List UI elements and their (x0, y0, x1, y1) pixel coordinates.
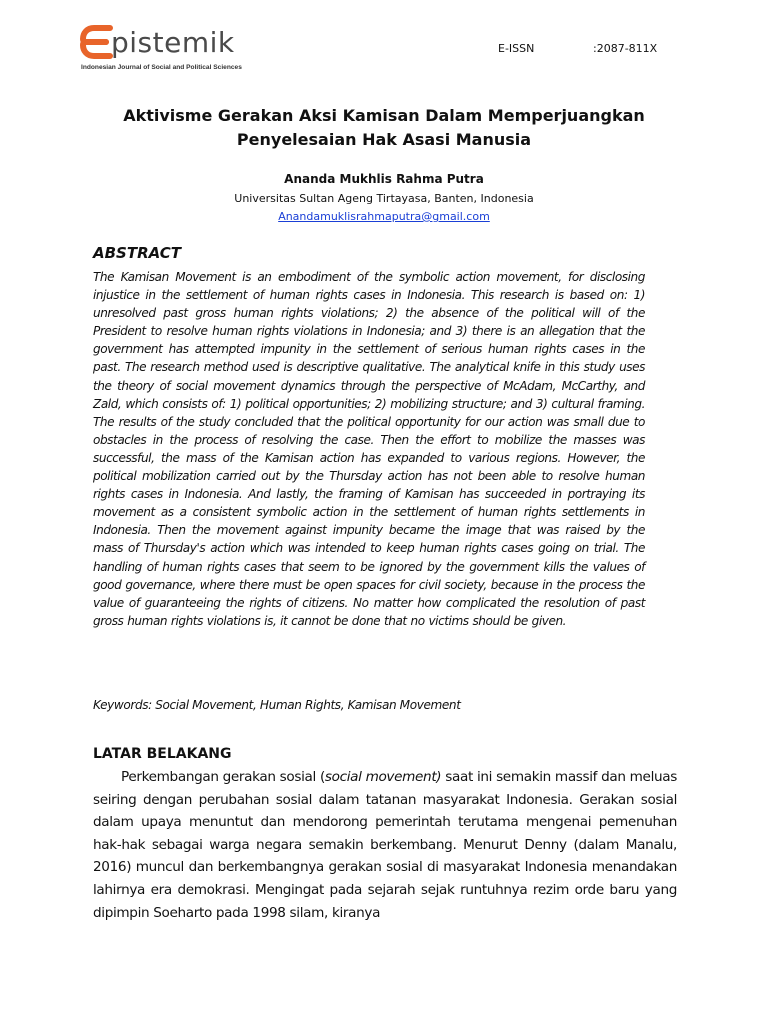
section-body (93, 766, 677, 924)
abstract-heading: ABSTRACT (93, 244, 182, 262)
journal-header (80, 22, 700, 78)
logo-subtitle: Indonesian Journal of Social and Political Sciences (81, 64, 242, 71)
author-email (90, 210, 678, 223)
abstract-keywords: Keywords: Social Movement, Human Rights, Kamisan Movement (93, 698, 461, 712)
paragraph-text-rest: saat ini semakin massif dan meluas seiring dengan perubahan sosial dalam tatanan masyarakat Indonesia. Gerakan sosial dalam upaya menuntut dan mendorong pemerintah terutama mengenai pemenuhan hak-hak sebagai warga negara semakin berkembang. Menurut Denny (dalam Manalu, 2016) muncul dan berkembangnya gerakan sosial di masyarakat Indonesia menandakan lahirnya era demokrasi. Mengingat pada sejarah sejak runtuhnya rezim orde baru yang dipimpin Soeharto pada 1998 silam, kiranya (93, 769, 677, 921)
author-affiliation: Universitas Sultan Ageng Tirtayasa, Banten, Indonesia (234, 192, 534, 205)
journal-logo (80, 22, 280, 78)
section-paragraph (93, 766, 677, 924)
issn-value: :2087-811X (593, 42, 658, 55)
paragraph-emphasis: social movement) (324, 769, 442, 785)
author-email-link[interactable]: Anandamuklisrahmaputra@gmail.com (278, 210, 490, 223)
issn-label: E-ISSN (498, 42, 535, 55)
author-name: Ananda Mukhlis Rahma Putra (284, 172, 484, 186)
paper-title-line-1: Aktivisme Gerakan Aksi Kamisan Dalam Memperjuangkan (123, 106, 645, 125)
epistemik-e-logo-icon (80, 24, 114, 60)
paper-title (90, 104, 678, 152)
abstract-text: The Kamisan Movement is an embodiment of the symbolic action movement, for disclosing injustice in the settlement of human rights cases in Indonesia. This research is based on: 1) unresolved past gross human rights violations; 2) the absence of the political will of the President to resolve human rights violations in Indonesia; and 3) there is an allegation that the government has attempted impunity in the settlement of serious human rights cases in the past. The research method used is descriptive qualitative. The analytical knife in this study uses the theory of social movement dynamics through the perspective of McAdam, McCarthy, and Zald, which consists of: 1) political opportunities; 2) mobilizing structure; and 3) cultural framing. The results of the study concluded that the political opportunity for our action was small due to obstacles in the process of resolving the case. Then the effort to mobilize the masses was successful, the mass of the Kamisan action has expanded to various regions. However, the political mobilization carried out by the Thursday action has not been able to resolve human rights cases in Indonesia. And lastly, the framing of Kamisan has succeeded in portraying its movement as a consistent symbolic action in the settlement of human rights settlements in Indonesia. Then the movement against impunity became the image that was raised by the mass of Thursday's action which was intended to keep human rights cases going on trial. The handling of human rights cases that seem to be ignored by the government kills the values of good governance, where there must be open spaces for civil society, because in the process the value of guaranteeing the rights of citizens. No matter how complicated the resolution of past gross human rights violations is, it cannot be done that no victims should be given. (93, 270, 645, 628)
section-heading: LATAR BELAKANG (93, 746, 232, 762)
paragraph-text-start: Perkembangan gerakan sosial ( (121, 769, 325, 785)
logo-wordmark: pistemik (111, 26, 235, 59)
paper-title-line-2: Penyelesaian Hak Asasi Manusia (236, 130, 532, 149)
